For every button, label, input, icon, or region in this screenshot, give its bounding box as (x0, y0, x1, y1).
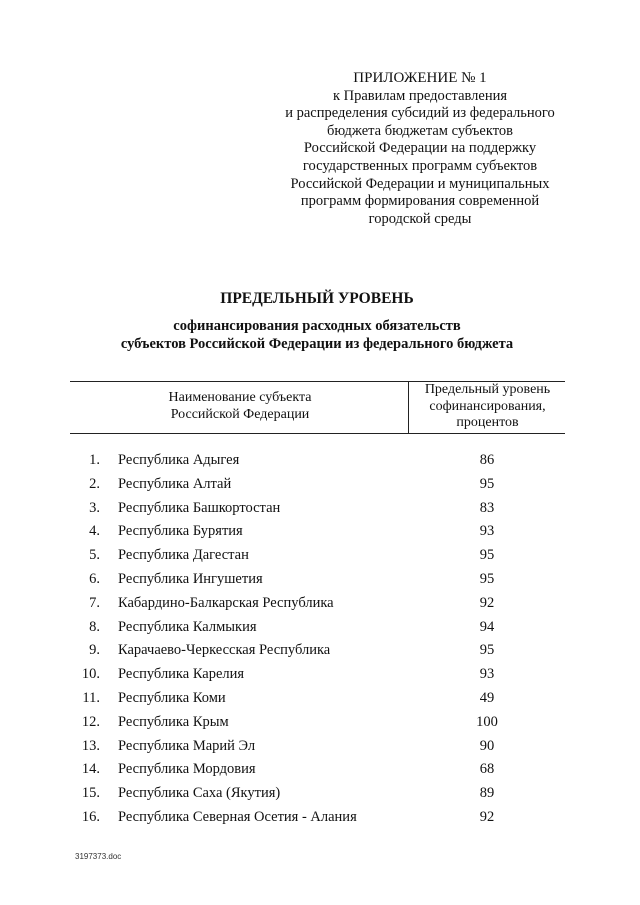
row-number: 6. (89, 570, 100, 587)
row-number: 9. (89, 642, 100, 659)
row-number: 2. (89, 475, 100, 492)
subject-name: Республика Бурятия (118, 523, 243, 540)
appendix-line: Российской Федерации на поддержку (303, 140, 537, 157)
column-header-line: Предельный уровень (424, 382, 551, 397)
appendix-heading: ПРИЛОЖЕНИЕ № 1 (353, 70, 487, 86)
appendix-line: городской среды (368, 210, 472, 227)
row-number: 15. (81, 785, 100, 802)
appendix-line: к Правилам предоставления (332, 87, 508, 104)
table-body (0, 449, 640, 830)
table-row (0, 782, 640, 806)
cofinancing-level: 100 (476, 713, 498, 730)
subject-name: Республика Калмыкия (118, 618, 257, 635)
cofinancing-level: 92 (479, 594, 495, 611)
table-header-rule (70, 433, 565, 434)
subject-name: Республика Карелия (118, 666, 245, 683)
table-row (0, 616, 640, 640)
subject-name: Республика Башкортостан (118, 499, 281, 516)
cofinancing-level: 83 (479, 499, 495, 516)
appendix-line: Российской Федерации и муниципальных (290, 175, 550, 192)
row-number: 11. (82, 689, 100, 706)
subject-name: Республика Крым (118, 713, 229, 730)
document-subtitle (0, 317, 634, 353)
subject-name: Республика Мордовия (118, 761, 256, 778)
appendix-line: программ формирования современной (300, 193, 540, 210)
subject-name: Республика Северная Осетия - Алания (118, 808, 357, 825)
subtitle-line: субъектов Российской Федерации из федерального бюджета (120, 336, 514, 352)
cofinancing-level: 95 (479, 570, 495, 587)
subject-name: Республика Дагестан (118, 547, 249, 564)
row-number: 8. (89, 618, 100, 635)
appendix-line: бюджета бюджетам субъектов (327, 122, 513, 139)
table-row (0, 758, 640, 782)
subject-name: Республика Алтай (118, 475, 232, 492)
table-row (0, 497, 640, 521)
table-row (0, 806, 640, 830)
row-number: 14. (81, 761, 100, 778)
subject-name: Республика Саха (Якутия) (118, 785, 281, 802)
cofinancing-level: 95 (479, 475, 495, 492)
table-row (0, 568, 640, 592)
appendix-line: государственных программ субъектов (302, 157, 538, 174)
file-reference: 3197373.doc (75, 852, 122, 861)
column-header-line: Российской Федерации (170, 406, 310, 422)
subject-name: Карачаево-Черкесская Республика (118, 642, 331, 659)
appendix-block (270, 70, 570, 228)
cofinancing-level: 94 (479, 618, 495, 635)
table-row (0, 473, 640, 497)
cofinancing-level: 92 (479, 808, 495, 825)
subject-name: Республика Адыгея (118, 452, 240, 468)
table-row (0, 449, 640, 473)
table-row (0, 592, 640, 616)
cofinancing-level: 49 (479, 689, 495, 706)
table-header-divider (408, 381, 409, 433)
cofinancing-level: 93 (479, 666, 495, 683)
table-row (0, 663, 640, 687)
cofinancing-level: 90 (479, 737, 495, 754)
table-row (0, 520, 640, 544)
table-row (0, 639, 640, 663)
document-title: ПРЕДЕЛЬНЫЙ УРОВЕНЬ (220, 290, 414, 307)
column-header-line: Наименование субъекта (168, 390, 312, 405)
cofinancing-level: 93 (479, 523, 495, 540)
cofinancing-level: 89 (479, 785, 495, 802)
subject-name: Республика Ингушетия (118, 570, 263, 587)
column-header-line: процентов (456, 415, 519, 430)
subject-name: Кабардино-Балкарская Республика (118, 594, 334, 611)
cofinancing-level: 95 (479, 547, 495, 564)
subject-name: Республика Марий Эл (118, 737, 256, 754)
row-number: 4. (89, 523, 100, 540)
subject-name: Республика Коми (118, 689, 226, 706)
row-number: 10. (81, 666, 100, 683)
row-number: 12. (81, 713, 100, 730)
appendix-line: и распределения субсидий из федерального (285, 105, 555, 122)
row-number: 13. (81, 737, 100, 754)
table-row (0, 735, 640, 759)
column-header-level (410, 382, 565, 432)
table-row (0, 687, 640, 711)
column-header-name (125, 390, 355, 423)
cofinancing-level: 95 (479, 642, 495, 659)
column-header-line: софинансирования, (429, 398, 546, 414)
table-row (0, 544, 640, 568)
row-number: 16. (81, 808, 100, 825)
row-number: 5. (89, 547, 100, 564)
row-number: 7. (89, 594, 100, 611)
cofinancing-level: 68 (479, 761, 495, 778)
subtitle-line: софинансирования расходных обязательств (173, 318, 461, 334)
cofinancing-level: 86 (479, 452, 495, 468)
table-row (0, 711, 640, 735)
row-number: 3. (89, 499, 100, 516)
row-number: 1. (89, 452, 100, 468)
